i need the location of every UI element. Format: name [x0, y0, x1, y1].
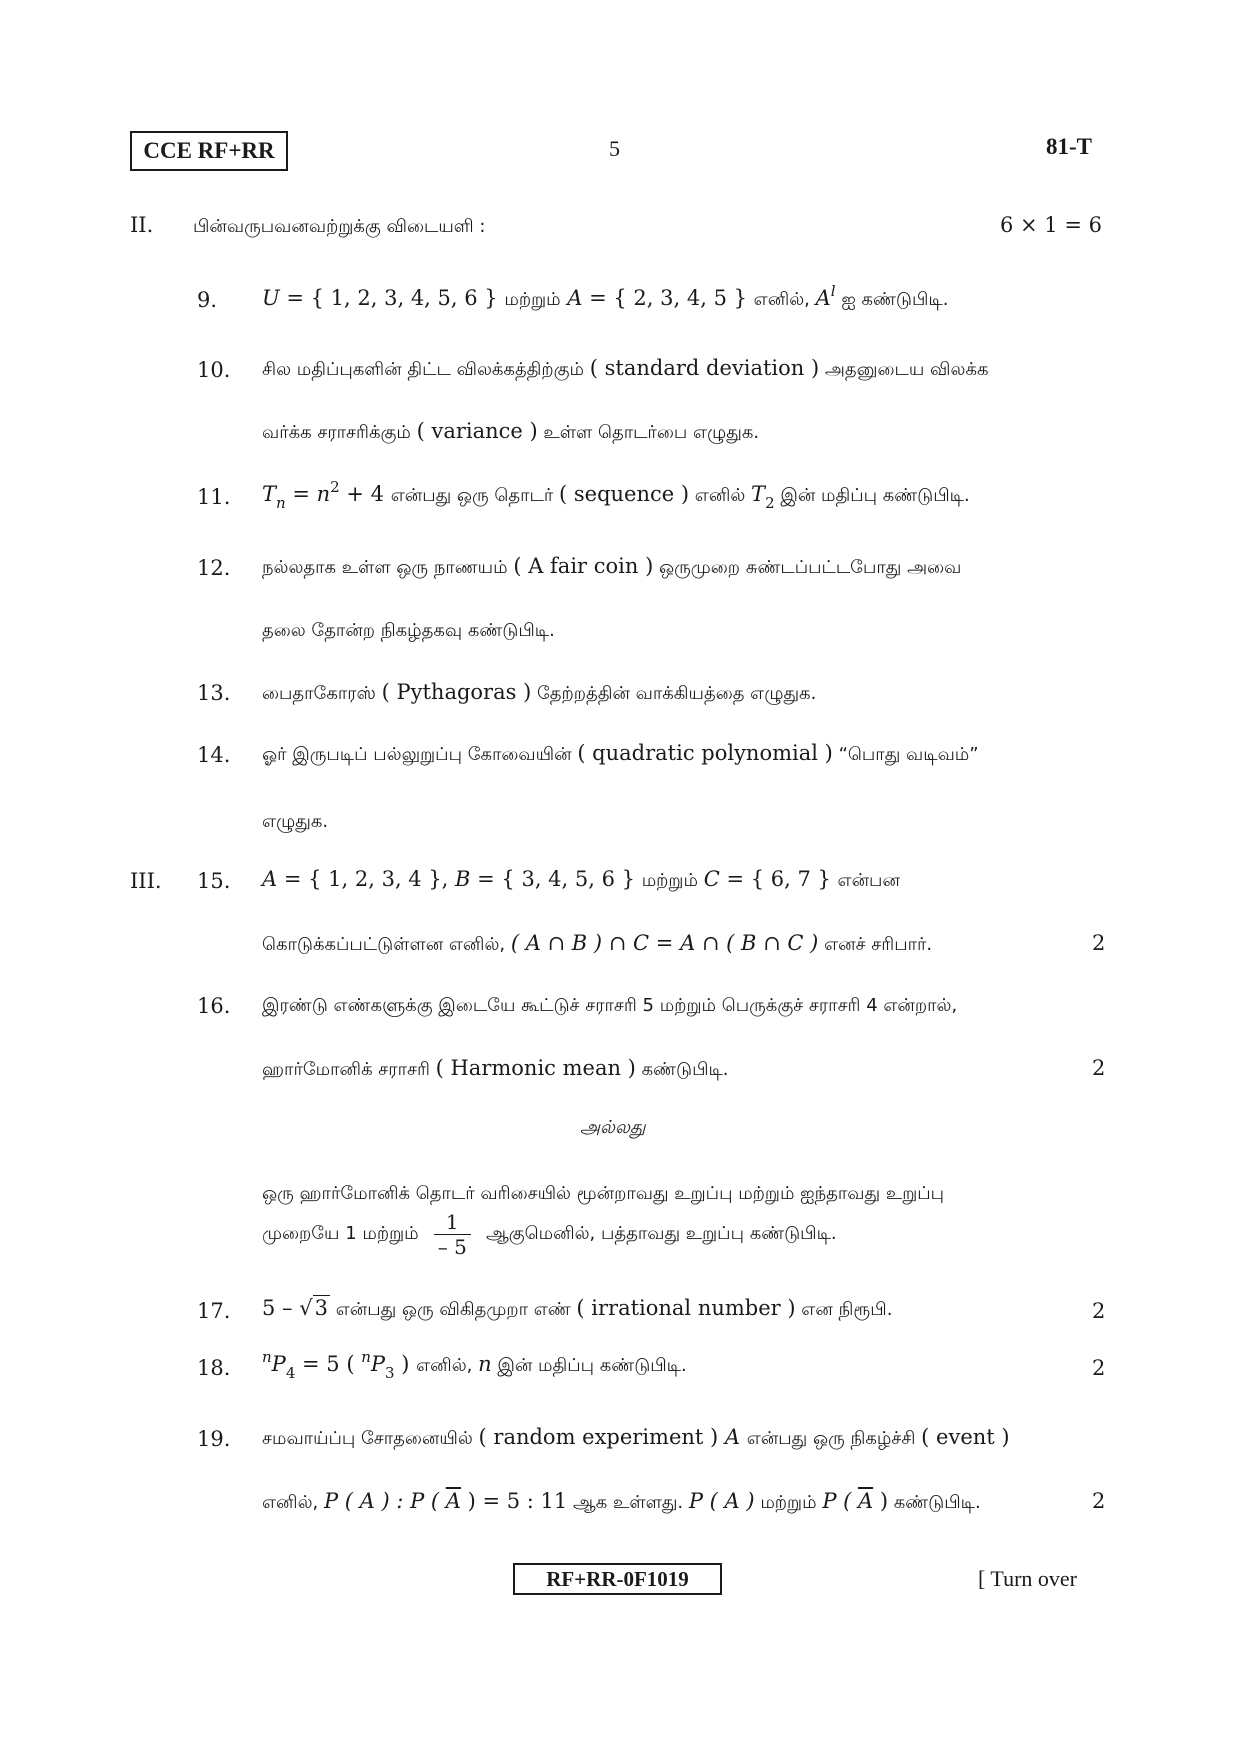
- q18-text: $^nP_4 = 5$ ( $^nP_3$ ) எனில், n இன் மதிப்பு கண்டுபிடி.: [262, 1348, 687, 1382]
- q19-line1: சமவாய்ப்பு சோதனையில் ( random experiment ) A என்பது ஒரு நிகழ்ச்சி ( event ): [262, 1425, 1010, 1449]
- q13-number: 13.: [197, 681, 231, 705]
- q16-line2: ஹார்மோனிக் சராசரி ( Harmonic mean ) கண்டுபிடி.: [262, 1056, 729, 1080]
- q14-line1: ஓர் இருபடிப் பல்லுறுப்பு கோவையின் ( quadratic polynomial ) “பொது வடிவம்”: [262, 741, 979, 765]
- footer-code-box: RF+RR-0F1019: [513, 1563, 722, 1595]
- q16-alt-line2: முறையே 1 மற்றும் $\frac{1}{- 5}$ ஆகுமெனில், பத்தாவது உறுப்பு கண்டுபிடி.: [262, 1210, 837, 1259]
- q10-number: 10.: [197, 358, 231, 382]
- q17-number: 17.: [197, 1299, 231, 1323]
- q9-text: U = { 1, 2, 3, 4, 5, 6 } மற்றும் A = { 2, 3, 4, 5 } எனில், $A^l$ ஐ கண்டுபிடி.: [262, 282, 949, 310]
- fraction-1-over-minus5: $\frac{1}{- 5}$: [434, 1210, 471, 1259]
- q11-number: 11.: [197, 485, 231, 509]
- q18-marks: 2: [1092, 1356, 1106, 1380]
- q18-number: 18.: [197, 1356, 231, 1380]
- q13-text: பைதாகோரஸ் ( Pythagoras ) தேற்றத்தின் வாக்கியத்தை எழுதுக.: [262, 680, 817, 704]
- q14-line2: எழுதுக.: [262, 811, 329, 832]
- q17-marks: 2: [1092, 1299, 1106, 1323]
- turn-over: [ Turn over: [978, 1566, 1078, 1591]
- q14-number: 14.: [197, 743, 231, 767]
- section-3-roman: III.: [130, 869, 162, 893]
- q15-marks: 2: [1092, 931, 1106, 955]
- section-2-roman: II.: [130, 213, 154, 237]
- q10-line2: வர்க்க சராசரிக்கும் ( variance ) உள்ள தொடர்பை எழுதுக.: [262, 419, 760, 443]
- or-label: அல்லது: [580, 1117, 646, 1138]
- q19-marks: 2: [1092, 1489, 1106, 1513]
- q16-marks: 2: [1092, 1056, 1106, 1080]
- q9-number: 9.: [197, 288, 218, 312]
- q12-line1: நல்லதாக உள்ள ஒரு நாணயம் ( A fair coin ) ஒருமுறை சுண்டப்பட்டபோது அவை: [262, 554, 962, 578]
- q16-number: 16.: [197, 994, 231, 1018]
- series-box: CCE RF+RR: [130, 131, 288, 171]
- page-number: 5: [609, 136, 620, 161]
- q10-line1: சில மதிப்புகளின் திட்ட விலக்கத்திற்கும் ( standard deviation ) அதனுடைய விலக்க: [262, 356, 989, 380]
- section-2-instruction: பின்வருபவனவற்றுக்கு விடையளி :: [193, 216, 486, 237]
- q15-line1: A = { 1, 2, 3, 4 }, B = { 3, 4, 5, 6 } மற்றும் C = { 6, 7 } என்பன: [262, 867, 900, 891]
- q12-line2: தலை தோன்ற நிகழ்தகவு கண்டுபிடி.: [262, 620, 555, 641]
- q15-line2: கொடுக்கப்பட்டுள்ளன எனில், ( A ∩ B ) ∩ C = A ∩ ( B ∩ C ) எனச் சரிபார்.: [262, 931, 933, 955]
- q17-text: 5 – √3 என்பது ஒரு விகிதமுறா எண் ( irrational number ) என நிரூபி.: [262, 1296, 893, 1320]
- q11-text: $T_n = n^2 + 4$ என்பது ஒரு தொடர் ( sequence ) எனில் $T_2$ இன் மதிப்பு கண்டுபிடி.: [262, 478, 970, 512]
- q19-number: 19.: [197, 1427, 231, 1451]
- q19-line2: எனில், P ( A ) : P ( $\overline{A}$ ) = 5 : 11 ஆக உள்ளது. P ( A ) மற்றும் P ( $\overline{A}$ ) கண்டுபிடி.: [262, 1489, 981, 1513]
- section-2-marks: 6 × 1 = 6: [1000, 213, 1102, 237]
- q16-line1: இரண்டு எண்களுக்கு இடையே கூட்டுச் சராசரி 5 மற்றும் பெருக்குச் சராசரி 4 என்றால்,: [262, 995, 958, 1016]
- sqrt-icon: √: [299, 1296, 313, 1320]
- q16-alt-line1: ஒரு ஹார்மோனிக் தொடர் வரிசையில் மூன்றாவது உறுப்பு மற்றும் ஐந்தாவது உறுப்பு: [262, 1183, 945, 1204]
- q12-number: 12.: [197, 556, 231, 580]
- paper-code: 81-T: [1046, 134, 1092, 159]
- q15-number: 15.: [197, 869, 231, 893]
